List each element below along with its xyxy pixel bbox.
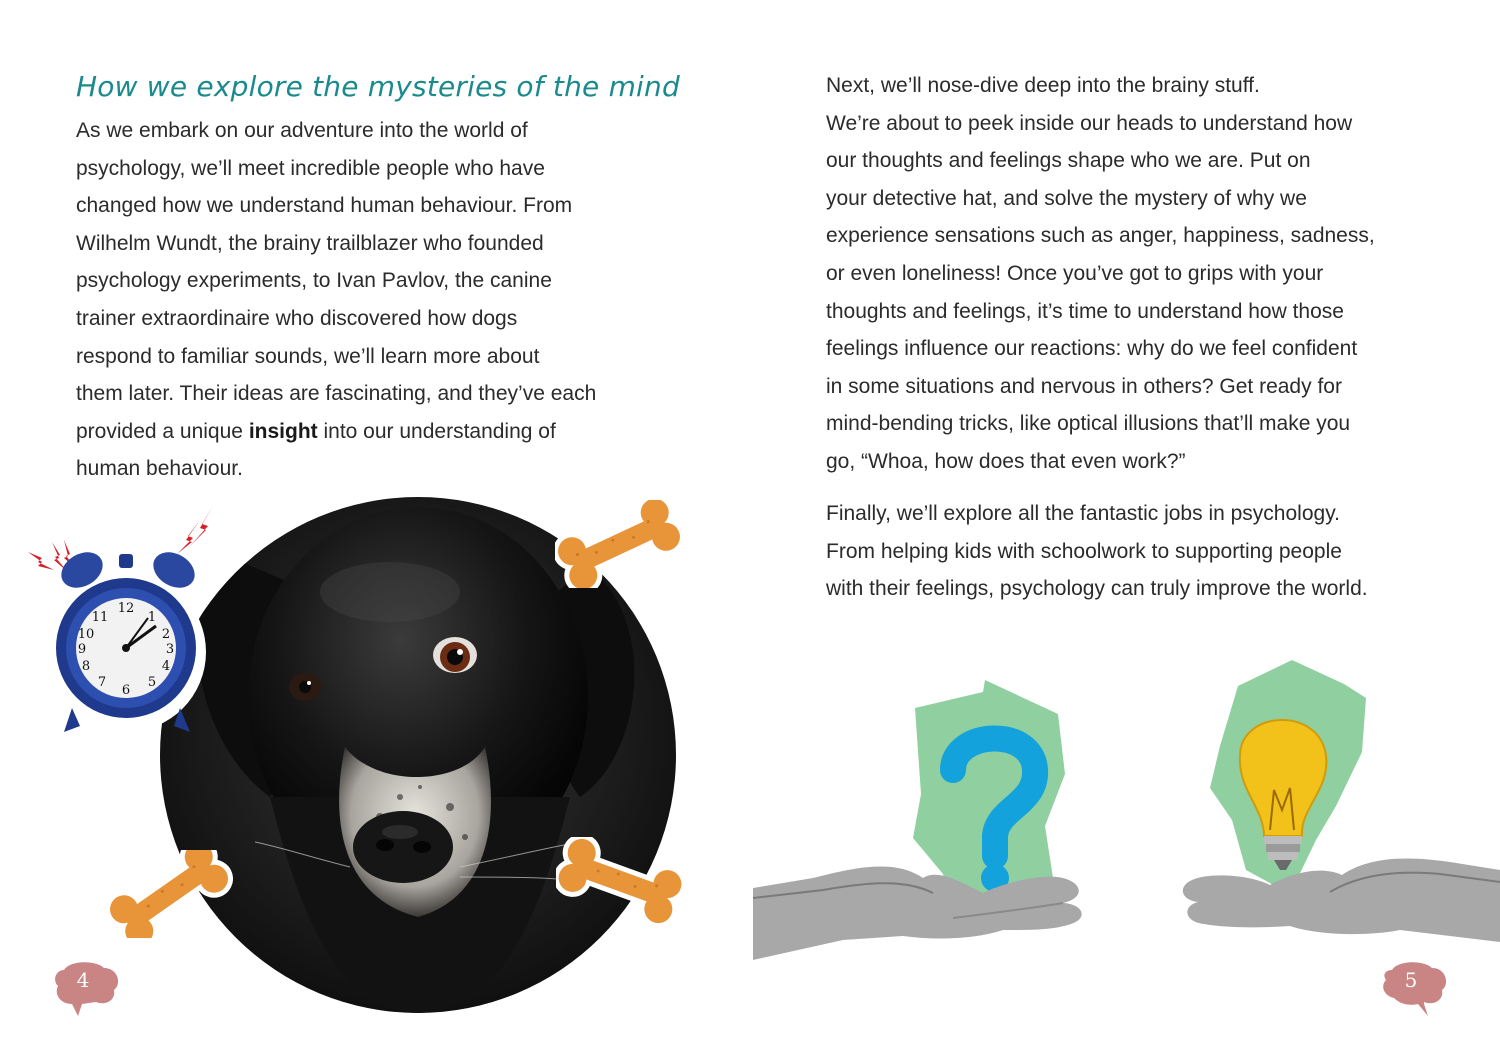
text-line: or even loneliness! Once you’ve got to grips with your xyxy=(826,261,1324,285)
open-hand-icon xyxy=(1183,858,1500,942)
svg-text:7: 7 xyxy=(97,675,107,690)
text-fragment: provided a unique xyxy=(76,419,249,443)
text-line: Next, we’ll nose-dive deep into the brainy stuff. xyxy=(826,74,1260,97)
text-line: mind-bending tricks, like optical illusions that’ll make you xyxy=(826,412,1351,436)
svg-text:3: 3 xyxy=(165,642,175,657)
text-line: psychology, we’ll meet incredible people who have xyxy=(76,156,545,180)
text-line: them later. Their ideas are fascinating, and they’ve each xyxy=(76,382,597,406)
text-line: psychology experiments, to Ivan Pavlov, the canine xyxy=(76,269,552,293)
page-number: 4 xyxy=(76,968,90,992)
text-line: our thoughts and feelings shape who we are. Put on xyxy=(826,149,1311,173)
body-paragraph-2 xyxy=(826,495,1368,608)
text-line: Wilhelm Wundt, the brainy trailblazer who founded xyxy=(76,231,544,255)
svg-text:2: 2 xyxy=(161,627,171,642)
svg-text:1: 1 xyxy=(147,610,157,625)
text-line: thoughts and feelings, it’s time to understand how those xyxy=(826,299,1344,323)
dog-biscuit-icon xyxy=(105,850,233,938)
svg-text:11: 11 xyxy=(91,610,109,625)
text-line: go, “Whoa, how does that even work?” xyxy=(826,449,1186,473)
text-line xyxy=(76,413,596,451)
page-number: 5 xyxy=(1404,968,1418,992)
text-line: As we embark on our adventure into the world of xyxy=(76,119,528,142)
page-number-right xyxy=(1380,958,1450,1018)
svg-text:5: 5 xyxy=(147,675,157,690)
page-heading: How we explore the mysteries of the mind xyxy=(76,70,680,103)
dog-biscuit-icon xyxy=(555,500,683,588)
svg-text:6: 6 xyxy=(121,683,131,698)
text-line: human behaviour. xyxy=(76,457,243,481)
text-line: changed how we understand human behaviour. From xyxy=(76,194,573,218)
text-line: feelings influence our reactions: why do we feel confident xyxy=(826,337,1358,361)
text-line: experience sensations such as anger, happiness, sadness, xyxy=(826,224,1375,248)
svg-text:9: 9 xyxy=(77,642,87,657)
hand-with-question-mark xyxy=(753,678,1113,968)
svg-text:4: 4 xyxy=(161,659,171,674)
svg-text:8: 8 xyxy=(81,659,91,674)
text-line: in some situations and nervous in others? Get ready for xyxy=(826,374,1342,398)
svg-text:12: 12 xyxy=(117,601,135,616)
page-number-left xyxy=(52,958,122,1018)
hand-with-light-bulb xyxy=(1170,660,1500,960)
dog-biscuit-icon xyxy=(556,837,684,925)
text-line: respond to familiar sounds, we’ll learn more about xyxy=(76,344,540,368)
intro-paragraph xyxy=(76,112,596,488)
text-line: Finally, we’ll explore all the fantastic jobs in psychology. xyxy=(826,502,1340,525)
text-line: your detective hat, and solve the mystery of why we xyxy=(826,186,1307,210)
glossary-term-insight: insight xyxy=(248,419,318,443)
text-fragment: into our understanding of xyxy=(317,419,556,443)
body-paragraph-1 xyxy=(826,67,1375,481)
alarm-clock-icon xyxy=(24,500,224,745)
text-line: with their feelings, psychology can truly improve the world. xyxy=(826,577,1368,601)
text-line: trainer extraordinaire who discovered how dogs xyxy=(76,306,518,330)
text-line: From helping kids with schoolwork to supporting people xyxy=(826,539,1342,563)
svg-text:10: 10 xyxy=(77,627,95,642)
open-hand-icon xyxy=(753,866,1082,960)
text-line: We’re about to peek inside our heads to understand how xyxy=(826,111,1353,135)
